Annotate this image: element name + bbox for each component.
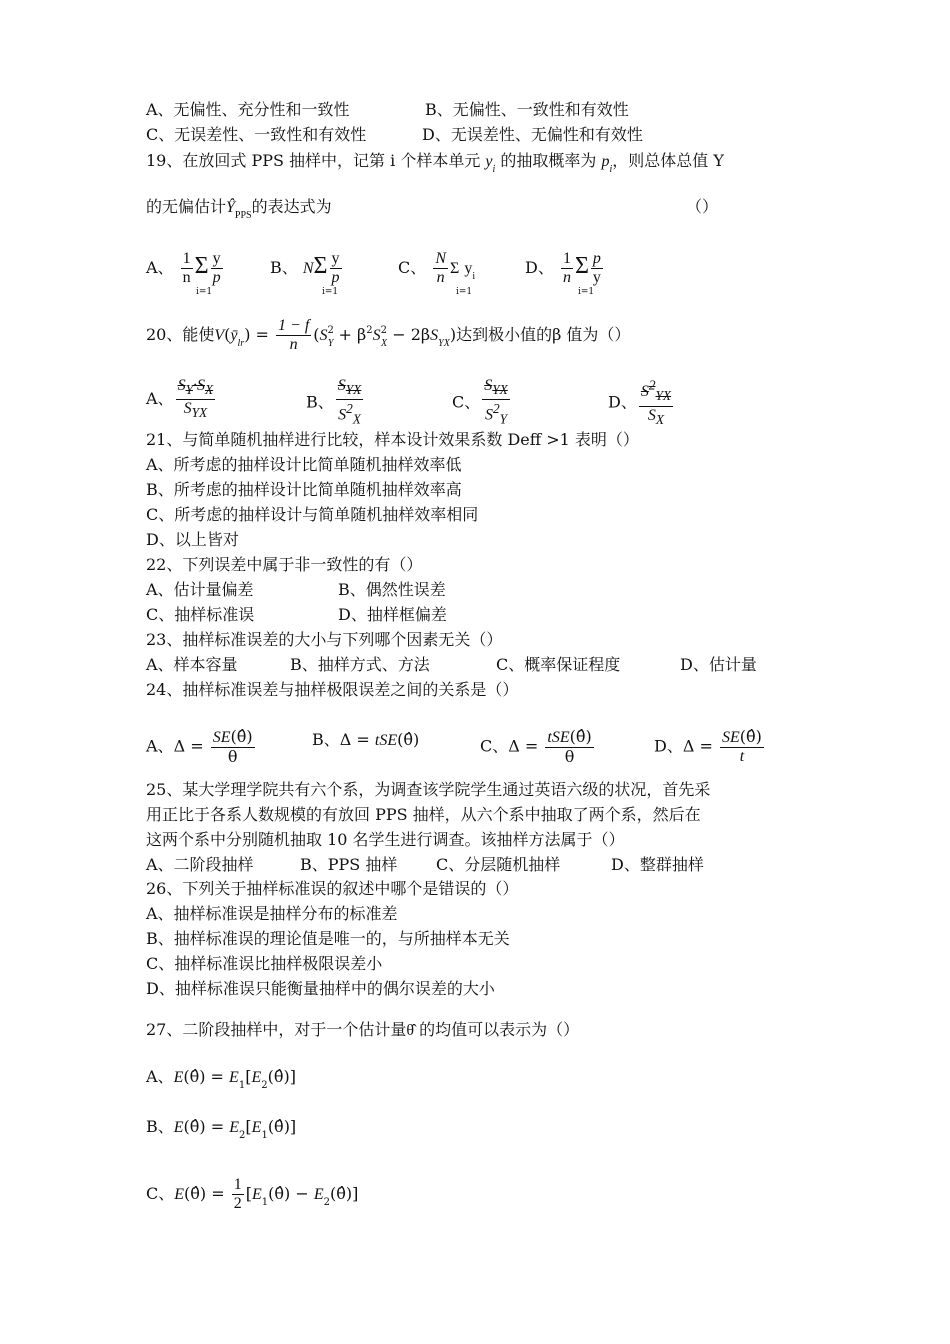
q27-option-c: C、E(θ̂) = $\frac{1}{2}$ [$E_1(\thetâ)$ − $E_2(\thetâ)$] xyxy=(146,1176,359,1212)
q19-d-sum-index: i=1 xyxy=(578,287,595,297)
q20-option-d: D、 $\frac{S^2_{YX}}{S_X}$ xyxy=(608,378,672,427)
q21-option-d: D、以上皆对 xyxy=(146,530,239,549)
q21-stem: 21、与简单随机抽样进行比较，样本设计效果系数 Deff >1 表明（） xyxy=(146,430,639,449)
q20-option-b: B、 $\frac{S_{YX}}{S^2_X}$ xyxy=(306,377,362,427)
q26-option-b: B、抽样标准误的理论值是唯一的，与所抽样本无关 xyxy=(146,929,510,948)
q20-option-a: A、 $\frac{S_Y\cdot S_X}{S_{YX}}$ xyxy=(146,377,214,421)
q25-stem-line3: 这两个系中分别随机抽取 10 名学生进行调查。该抽样方法属于（） xyxy=(146,830,625,849)
q24-option-d: D、Δ = $\frac{SE(\thetâ)}{t}$ xyxy=(654,727,762,765)
q26-option-d: D、抽样标准误只能衡量抽样中的偶尔误差的大小 xyxy=(146,979,495,998)
q22-option-b: B、偶然性误差 xyxy=(338,580,446,599)
q25-stem-line1: 25、某大学理学院共有六个系，为调查该学院学生通过英语六级的状况，首先采 xyxy=(146,780,711,799)
q19-b-sum-index: i=1 xyxy=(322,287,339,297)
q22-option-a: A、估计量偏差 xyxy=(146,580,254,599)
q18-option-d: D、无误差性、无偏性和有效性 xyxy=(422,125,643,144)
q24-stem: 24、抽样标准误差与抽样极限误差之间的关系是（） xyxy=(146,680,519,699)
q19-option-a: A、 $\frac{1}{n}$ Σ $\frac{y}{p}$ xyxy=(146,250,221,286)
q27-option-b: B、E(θ̂) = $E_2[E_1(\thetâ)]$ xyxy=(146,1117,297,1141)
q19-a-sum-index: i=1 xyxy=(196,287,213,297)
q19-stem-line2: 的无偏估计$Ŷ_{PPS}$的表达式为 xyxy=(146,197,332,221)
q23-stem: 23、抽样标准误差的大小与下列哪个因素无关（） xyxy=(146,630,503,649)
q20-option-c: C、 $\frac{S_{YX}}{S^2_Y}$ xyxy=(452,377,508,427)
q23-option-b: B、抽样方式、方法 xyxy=(290,655,430,674)
q25-option-a: A、二阶段抽样 xyxy=(146,855,254,874)
q26-stem: 26、下列关于抽样标准误的叙述中哪个是错误的（） xyxy=(146,879,519,898)
q25-option-d: D、整群抽样 xyxy=(611,855,704,874)
q25-option-b: B、PPS 抽样 xyxy=(300,855,398,874)
q20-stem: 20、能使$V(ȳ_{lr})$ = $\frac{1 - f}{n}$ $(S^2_Y + \beta^2S^2_X - 2\beta S_{YX})$达到极小值的β 值为（） xyxy=(146,317,631,353)
q23-option-d: D、估计量 xyxy=(680,655,757,674)
q24-option-b: B、Δ = tSE(θ̂) xyxy=(312,730,420,749)
q19-stem: 19、在放回式 PPS 抽样中，记第 i 个样本单元 $y_i$ 的抽取概率为 $p_i$，则总体总值 Y xyxy=(146,151,724,175)
q27-stem: 27、二阶段抽样中，对于一个估计量θ̂ 的均值可以表示为（） xyxy=(146,1020,580,1039)
q21-option-c: C、所考虑的抽样设计与简单随机抽样效率相同 xyxy=(146,505,479,524)
q19-answer-paren: （） xyxy=(686,197,719,216)
q26-option-c: C、抽样标准误比抽样极限误差小 xyxy=(146,954,383,973)
q25-option-c: C、分层随机抽样 xyxy=(436,855,561,874)
q24-option-c: C、Δ = $\frac{\text{tSE(θ̂)}}{\theta}$ xyxy=(480,727,592,766)
q22-option-c: C、抽样标准误 xyxy=(146,605,255,624)
q25-stem-line2: 用正比于各系人数规模的有放回 PPS 抽样，从六个系中抽取了两个系，然后在 xyxy=(146,805,701,824)
q18-option-b: B、无偏性、一致性和有效性 xyxy=(425,100,629,119)
q27-option-a: A、E(θ̂) = $E_1[E_2(\thetâ)]$ xyxy=(146,1067,296,1091)
q23-option-a: A、样本容量 xyxy=(146,655,238,674)
q21-option-a: A、所考虑的抽样设计比简单随机抽样效率低 xyxy=(146,455,462,474)
q22-option-d: D、抽样框偏差 xyxy=(338,605,447,624)
q18-option-a: A、无偏性、充分性和一致性 xyxy=(146,100,350,119)
q19-option-d: D、 $\frac{1}{n}$ Σ $\frac{p}{y}$ xyxy=(525,250,601,286)
q19-option-c: C、 $\frac{N}{n}$ Σ $y_i$ xyxy=(398,250,476,286)
q22-stem: 22、下列误差中属于非一致性的有（） xyxy=(146,555,423,574)
q23-option-c: C、概率保证程度 xyxy=(496,655,621,674)
q21-option-b: B、所考虑的抽样设计比简单随机抽样效率高 xyxy=(146,480,462,499)
q19-c-sum-index: i=1 xyxy=(456,287,473,297)
q18-option-c: C、无误差性、一致性和有效性 xyxy=(146,125,367,144)
q24-option-a: A、Δ = $\frac{SE(\thetâ)}{\theta}$ xyxy=(146,727,253,766)
q26-option-a: A、抽样标准误是抽样分布的标准差 xyxy=(146,904,398,923)
q19-option-b: B、 NΣ $\frac{y}{p}$ xyxy=(270,250,340,286)
